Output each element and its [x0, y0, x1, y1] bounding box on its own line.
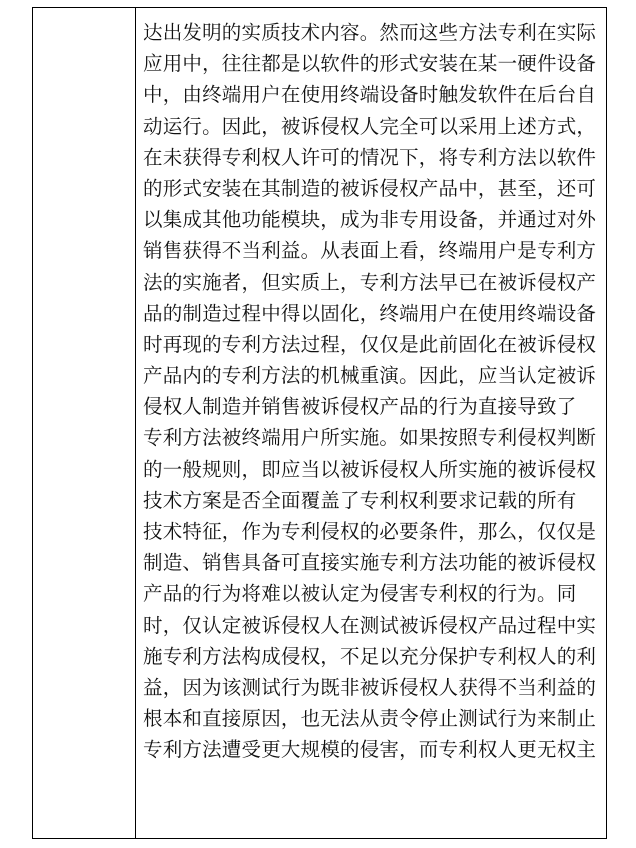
text-line: 专利方法遭受更大规模的侵害，而专利权人更无权主	[143, 738, 597, 762]
text-line: 中，由终端用户在使用终端设备时触发软件在后台自	[143, 83, 597, 107]
text-line: 技术方案是否全面覆盖了专利权利要求记载的所有	[143, 488, 577, 512]
text-line: 时再现的专利方法过程，仅仅是此前固化在被诉侵权	[143, 332, 597, 356]
text-line: 以集成其他功能模块，成为非专用设备，并通过对外	[143, 208, 597, 232]
text-line: 施专利方法构成侵权，不足以充分保护专利权人的利	[143, 644, 597, 668]
text-line: 专利方法被终端用户所实施。如果按照专利侵权判断	[143, 426, 597, 450]
text-line: 在未获得专利权人许可的情况下，将专利方法以软件	[143, 145, 597, 169]
text-line: 益，因为该测试行为既非被诉侵权人获得不当利益的	[143, 675, 597, 699]
text-line: 技术特征，作为专利侵权的必要条件，那么，仅仅是	[143, 520, 597, 543]
text-line: 产品内的专利方法的机械重演。因此，应当认定被诉	[143, 364, 597, 388]
text-line: 达出发明的实质技术内容。然而这些方法专利在实际	[143, 21, 597, 44]
text-line: 的形式安装在其制造的被诉侵权产品中，甚至，还可	[143, 176, 597, 200]
right-table-cell	[136, 8, 606, 838]
text-line: 品的制造过程中得以固化，终端用户在使用终端设备	[143, 301, 597, 325]
text-line: 侵权人制造并销售被诉侵权产品的行为直接导致了	[143, 395, 577, 419]
left-table-cell	[33, 8, 136, 838]
text-line: 动运行。因此，被诉侵权人完全可以采用上述方式，	[143, 114, 597, 138]
document-table	[32, 7, 607, 839]
text-line: 制造、销售具备可直接实施专利方法功能的被诉侵权	[143, 551, 597, 575]
text-line: 的一般规则，即应当以被诉侵权人所实施的被诉侵权	[143, 457, 597, 481]
text-line: 根本和直接原因，也无法从责令停止测试行为来制止	[143, 707, 597, 731]
text-line: 法的实施者，但实质上，专利方法早已在被诉侵权产	[143, 270, 597, 294]
text-line: 销售获得不当利益。从表面上看，终端用户是专利方	[143, 239, 597, 263]
text-line: 产品的行为将难以被认定为侵害专利权的行为。同	[143, 582, 577, 606]
text-line: 应用中，往往都是以软件的形式安装在某一硬件设备	[143, 52, 597, 76]
text-line: 时，仅认定被诉侵权人在测试被诉侵权产品过程中实	[143, 613, 597, 637]
